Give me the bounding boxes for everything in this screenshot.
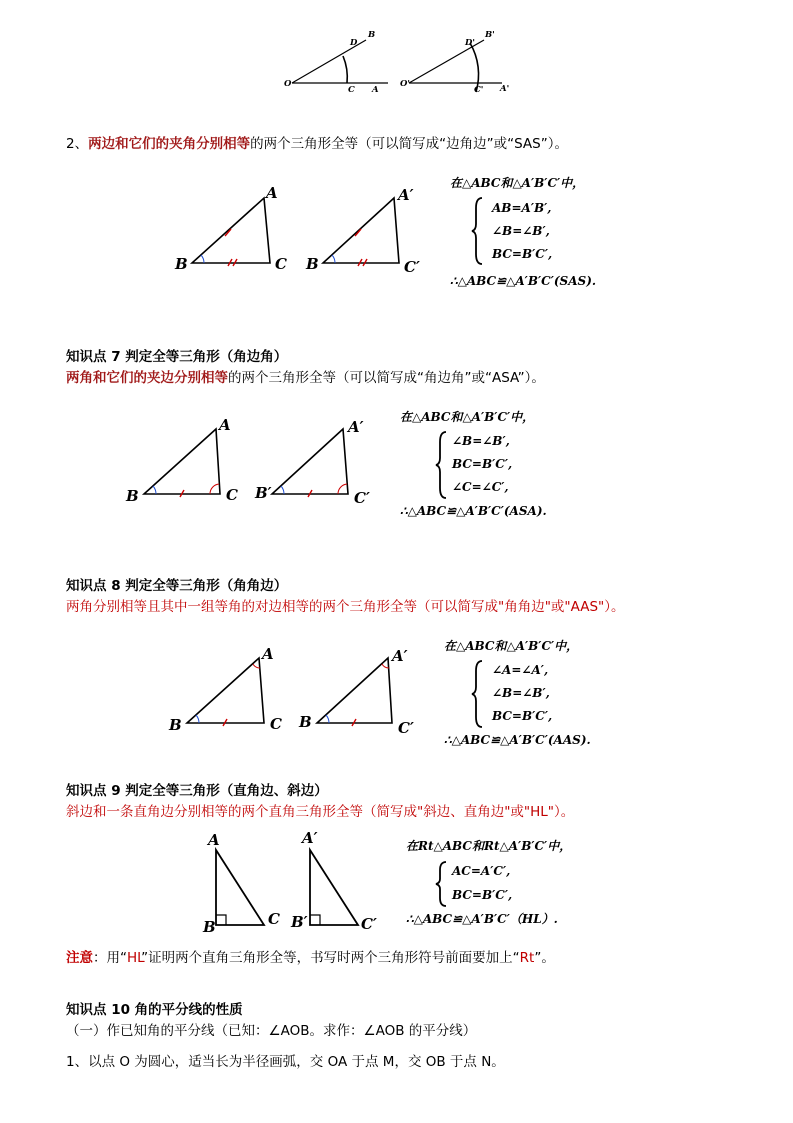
label-d-prime: D' [465,38,475,48]
hl-label-c-prime: C′ [361,915,377,933]
aas-proof-cond3: BC=B′C′, [492,709,553,723]
asa-label-c: C [226,486,238,504]
hl-brace [436,860,450,908]
label-a-prime: A' [500,84,510,94]
hl-label-b: B [203,918,216,936]
aas-statement: 两角分别相等且其中一组等角的对边相等的两个三角形全等（可以简写成"角角边"或"AAS"）。 [66,599,625,615]
sas-label-a-prime: A′ [398,186,414,204]
label-o: O [284,79,292,89]
sas-label-b: B [175,255,188,273]
aas-proof-conclusion: ∴△ABC≌△A′B′C′(AAS). [444,733,591,747]
hl-heading: 知识点 9 判定全等三角形（直角边、斜边） [66,783,328,799]
aas-heading: 知识点 8 判定全等三角形（角角边） [66,578,288,594]
asa-statement: 两角和它们的夹边分别相等的两个三角形全等（可以简写成“角边角”或“ASA”）。 [66,370,545,386]
sas-label-c-prime: C′ [404,258,420,276]
sas-proof-conclusion: ∴△ABC≌△A′B′C′(SAS). [450,274,597,288]
asa-label-a: A [219,416,231,434]
hl-label-c: C [268,910,280,928]
hl-proof-line1: 在Rt△ABC和Rt△A′B′C′中， [406,839,572,853]
asa-heading: 知识点 7 判定全等三角形（角边角） [66,349,288,365]
sas-proof-cond2: ∠B=∠B′, [492,224,550,238]
hl-statement: 斜边和一条直角边分别相等的两个直角三角形全等（简写成"斜边、直角边"或"HL"）。 [66,804,575,820]
hl-proof-cond1: AC=A′C′, [452,864,511,878]
label-b-prime: B' [485,30,495,40]
sas-label-a: A [266,184,278,202]
asa-label-c-prime: C′ [354,489,370,507]
label-c: C [348,85,355,95]
asa-highlight: 两角和它们的夹边分别相等 [66,370,228,386]
aas-label-c-prime: C′ [398,719,414,737]
note-line: 注意：用“HL”证明两个直角三角形全等，书写时两个三角形符号前面要加上“Rt”。 [66,950,555,966]
sas-statement: 2、两边和它们的夹角分别相等的两个三角形全等（可以简写成“边角边”或“SAS”）。 [66,136,568,152]
hl-label-b-prime: B′ [291,913,308,931]
note-label: 注意 [66,950,93,966]
bisector-step1: 1、以点 O 为圆心，适当长为半径画弧，交 OA 于点 M，交 OB 于点 N。 [66,1054,505,1070]
bisector-heading: 知识点 10 角的平分线的性质 [66,1002,243,1018]
sas-proof-cond3: BC=B′C′, [492,247,553,261]
label-a: A [372,85,379,95]
bisector-subheading: （一）作已知角的平分线（已知：∠AOB。求作：∠AOB 的平分线） [66,1023,477,1039]
aas-proof-cond1: ∠A=∠A′, [492,663,549,677]
asa-proof-cond1: ∠B=∠B′, [452,434,510,448]
asa-proof-cond3: ∠C=∠C′, [452,480,509,494]
aas-label-a-prime: A′ [392,647,408,665]
label-b: B [368,30,376,40]
aas-proof-line1: 在△ABC和△A′B′C′中， [444,639,579,653]
sas-highlight: 两边和它们的夹角分别相等 [88,136,251,152]
hl-proof-cond2: BC=B′C′, [452,888,513,902]
aas-label-b-second: B [299,713,312,731]
asa-label-a-prime: A′ [348,418,364,436]
label-d: D [350,38,358,48]
hl-proof-conclusion: ∴△ABC≌△A′B′C′（HL）. [406,912,558,926]
asa-proof-conclusion: ∴△ABC≌△A′B′C′(ASA). [400,504,547,518]
asa-proof-cond2: BC=B′C′, [452,457,513,471]
sas-label-c: C [275,255,287,273]
asa-label-b: B [126,487,139,505]
hl-label-a: A [208,831,220,849]
label-c-prime: C' [474,85,484,95]
sas-proof-line1: 在△ABC和△A′B′C′中， [450,176,585,190]
sas-proof-cond1: AB=A′B′, [492,201,552,215]
hl-label-a-prime: A′ [302,829,318,847]
aas-label-c: C [270,715,282,733]
asa-label-b-prime: B′ [255,484,272,502]
aas-label-a: A [262,645,274,663]
label-o-prime: O' [400,79,411,89]
asa-proof-line1: 在△ABC和△A′B′C′中， [400,410,535,424]
aas-label-b: B [169,716,182,734]
aas-proof-cond2: ∠B=∠B′, [492,686,550,700]
sas-label-b-second: B [306,255,319,273]
